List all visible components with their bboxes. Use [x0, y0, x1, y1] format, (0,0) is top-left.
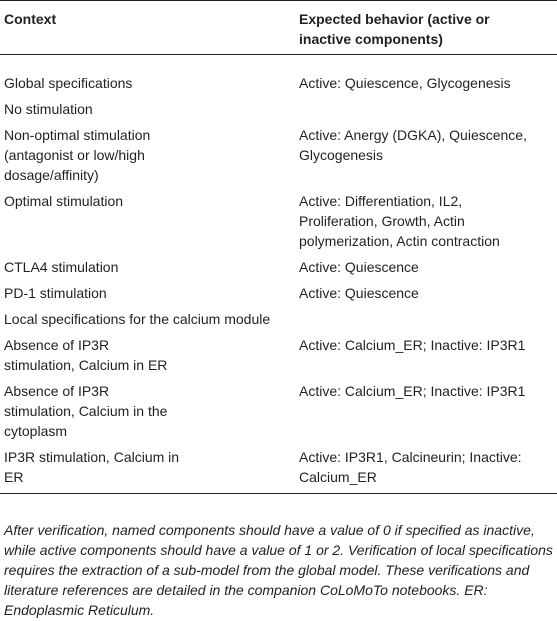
behavior-cell — [295, 444, 557, 494]
context-line: Local specifications for the calcium module — [4, 311, 271, 327]
table-row — [0, 280, 557, 306]
context-cell — [0, 280, 295, 306]
header-context-text: Context — [4, 11, 57, 27]
context-line: dosage/affinity) — [4, 167, 99, 183]
table-row — [0, 188, 557, 254]
context-cell — [0, 188, 295, 254]
behavior-line: Active: Differentiation, IL2, — [299, 193, 463, 209]
behavior-line: Active: Quiescence — [299, 259, 419, 275]
table-row — [0, 306, 557, 332]
behavior-line: Active: Quiescence — [299, 285, 419, 301]
context-line: CTLA4 stimulation — [4, 259, 119, 275]
behavior-line: Proliferation, Growth, Actin — [299, 213, 465, 229]
behavior-line: polymerization, Actin contraction — [299, 233, 500, 249]
context-line: IP3R stimulation, Calcium in — [4, 449, 180, 465]
behavior-cell — [295, 378, 557, 444]
behavior-cell — [295, 122, 557, 188]
context-cell — [0, 96, 295, 122]
context-cell — [0, 122, 295, 188]
column-header-behavior — [295, 1, 557, 55]
behavior-cell — [295, 332, 557, 378]
context-line: No stimulation — [4, 101, 93, 117]
context-line: ER — [4, 469, 24, 485]
context-line: Absence of IP3R — [4, 383, 110, 399]
table-row — [0, 254, 557, 280]
table-row — [0, 378, 557, 444]
behavior-line: Active: Anergy (DGKA), Quiescence, — [299, 127, 527, 143]
context-line: PD-1 stimulation — [4, 285, 107, 301]
behavior-line: Active: Calcium_ER; Inactive: IP3R1 — [299, 383, 526, 399]
context-line: Global specifications — [4, 75, 133, 91]
table-row — [0, 122, 557, 188]
behavior-cell — [295, 280, 557, 306]
context-line: stimulation, Calcium in the — [4, 403, 168, 419]
context-cell — [0, 306, 557, 332]
behavior-line: Glycogenesis — [299, 147, 384, 163]
behavior-line: Active: Calcium_ER; Inactive: IP3R1 — [299, 337, 526, 353]
behavior-line: Active: IP3R1, Calcineurin; Inactive: — [299, 449, 522, 465]
context-cell — [0, 332, 295, 378]
context-line: cytoplasm — [4, 423, 68, 439]
table-row — [0, 96, 557, 122]
behavior-cell — [295, 188, 557, 254]
context-line: Non-optimal stimulation — [4, 127, 151, 143]
header-behavior-line2: inactive components) — [299, 31, 443, 47]
table-footnote: After verification, named components should have a value of 0 if specified as inactive, while active components should have a value of 1 or 2. Verification of local specifications requires the extraction of a sub-model from the global model. These verifications and literature references are detailed in the companion CoLoMoTo notebooks. ER: Endoplasmic Reticulum. — [4, 522, 553, 618]
context-cell — [0, 55, 295, 97]
behavior-cell — [295, 254, 557, 280]
context-line: Absence of IP3R — [4, 337, 110, 353]
table-row — [0, 55, 557, 97]
context-cell — [0, 444, 295, 494]
behavior-line: Calcium_ER — [299, 469, 377, 485]
column-header-context — [0, 1, 295, 55]
context-line: (antagonist or low/high — [4, 147, 145, 163]
context-line: stimulation, Calcium in ER — [4, 357, 168, 373]
table-row — [0, 332, 557, 378]
header-behavior-line1: Expected behavior (active or — [299, 11, 490, 27]
context-cell — [0, 254, 295, 280]
behavior-cell — [295, 55, 557, 97]
behavior-cell — [295, 96, 557, 122]
table-row — [0, 444, 557, 494]
context-cell — [0, 378, 295, 444]
table-body — [0, 55, 557, 494]
table-header-row — [0, 1, 557, 55]
behavior-line: Active: Quiescence, Glycogenesis — [299, 75, 511, 91]
context-line: Optimal stimulation — [4, 193, 124, 209]
